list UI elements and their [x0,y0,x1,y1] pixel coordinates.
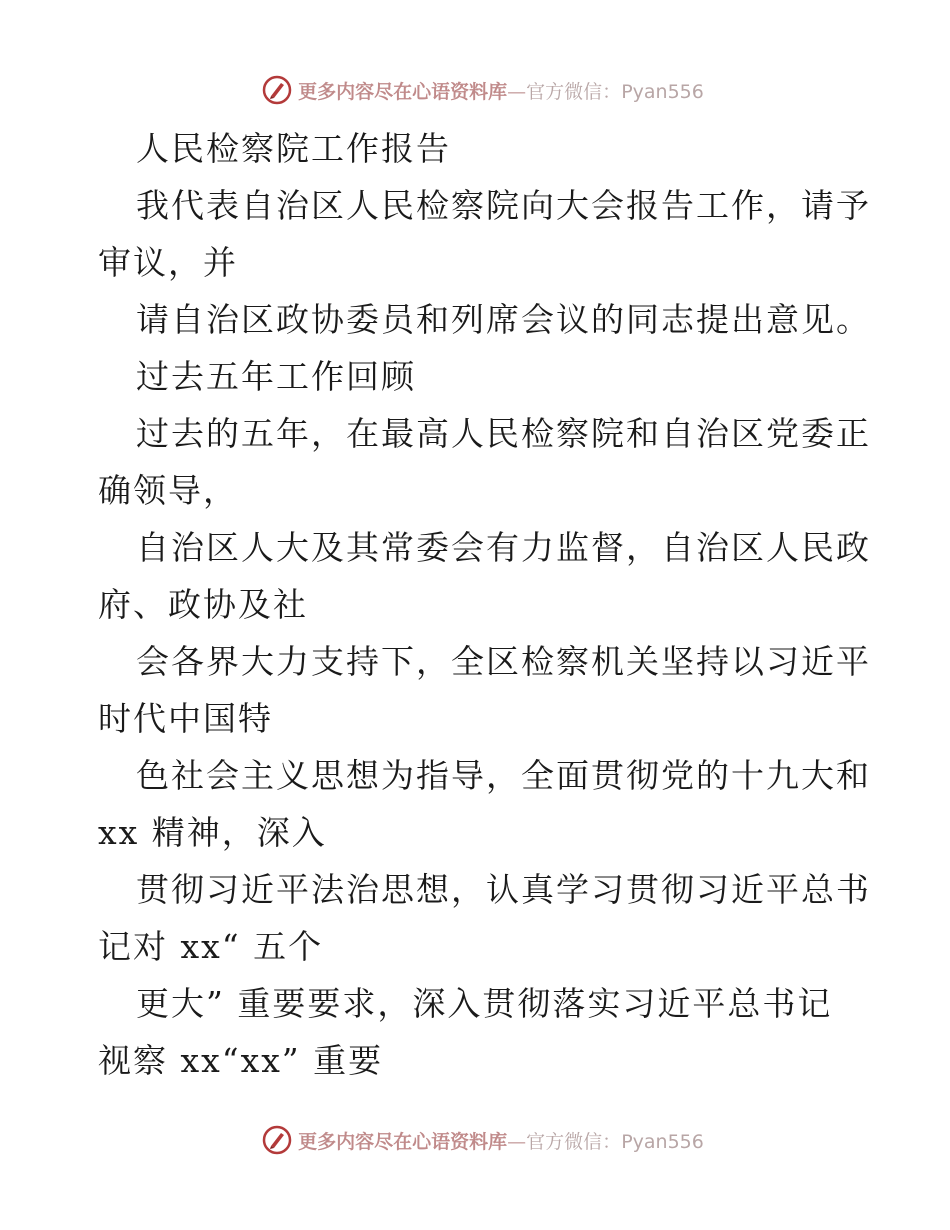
document-line: 视察 xx“xx” 重要 [98,1041,384,1080]
footer-banner [0,1120,950,1160]
document-line: xx 精神，深入 [98,813,327,852]
banner-separator: — [507,1130,527,1153]
document-line: 会各界大力支持下，全区检察机关坚持以习近平 [136,642,871,681]
document-line: 色社会主义思想为指导，全面贯彻党的十九大和 [136,756,871,795]
document-line: 时代中国特 [98,699,273,738]
document-line: 记对 xx“ 五个 [98,927,324,966]
document-line: 更大” 重要要求，深入贯彻落实习近平总书记 [136,984,833,1023]
banner-slogan: 更多内容尽在心语资料库 [298,80,508,103]
document-line: 请自治区政协委员和列席会议的同志提出意见。 [136,300,871,339]
banner-wechat-label: 官方微信： [526,80,622,103]
document-line: 贯彻习近平法治思想，认真学习贯彻习近平总书 [136,870,871,909]
document-body [98,120,871,1089]
banner-wechat-id: Pyan556 [621,1130,704,1153]
banner-slogan: 更多内容尽在心语资料库 [298,1130,508,1153]
document-line: 自治区人大及其常委会有力监督，自治区人民政 [136,528,871,567]
document-line: 审议，并 [98,243,238,282]
banner-separator: — [507,80,527,103]
banner-wechat-id: Pyan556 [621,80,704,103]
document-line: 我代表自治区人民检察院向大会报告工作，请予 [136,186,871,225]
document-line: 人民检察院工作报告 [136,129,451,168]
pen-logo-icon [262,1125,292,1155]
header-banner [0,70,950,110]
pen-logo-icon [262,75,292,105]
banner-wechat-label: 官方微信： [526,1130,622,1153]
document-line: 过去五年工作回顾 [136,357,416,396]
document-line: 府、政协及社 [98,585,308,624]
document-line: 过去的五年，在最高人民检察院和自治区党委正 [136,414,871,453]
document-line: 确领导， [98,471,238,510]
